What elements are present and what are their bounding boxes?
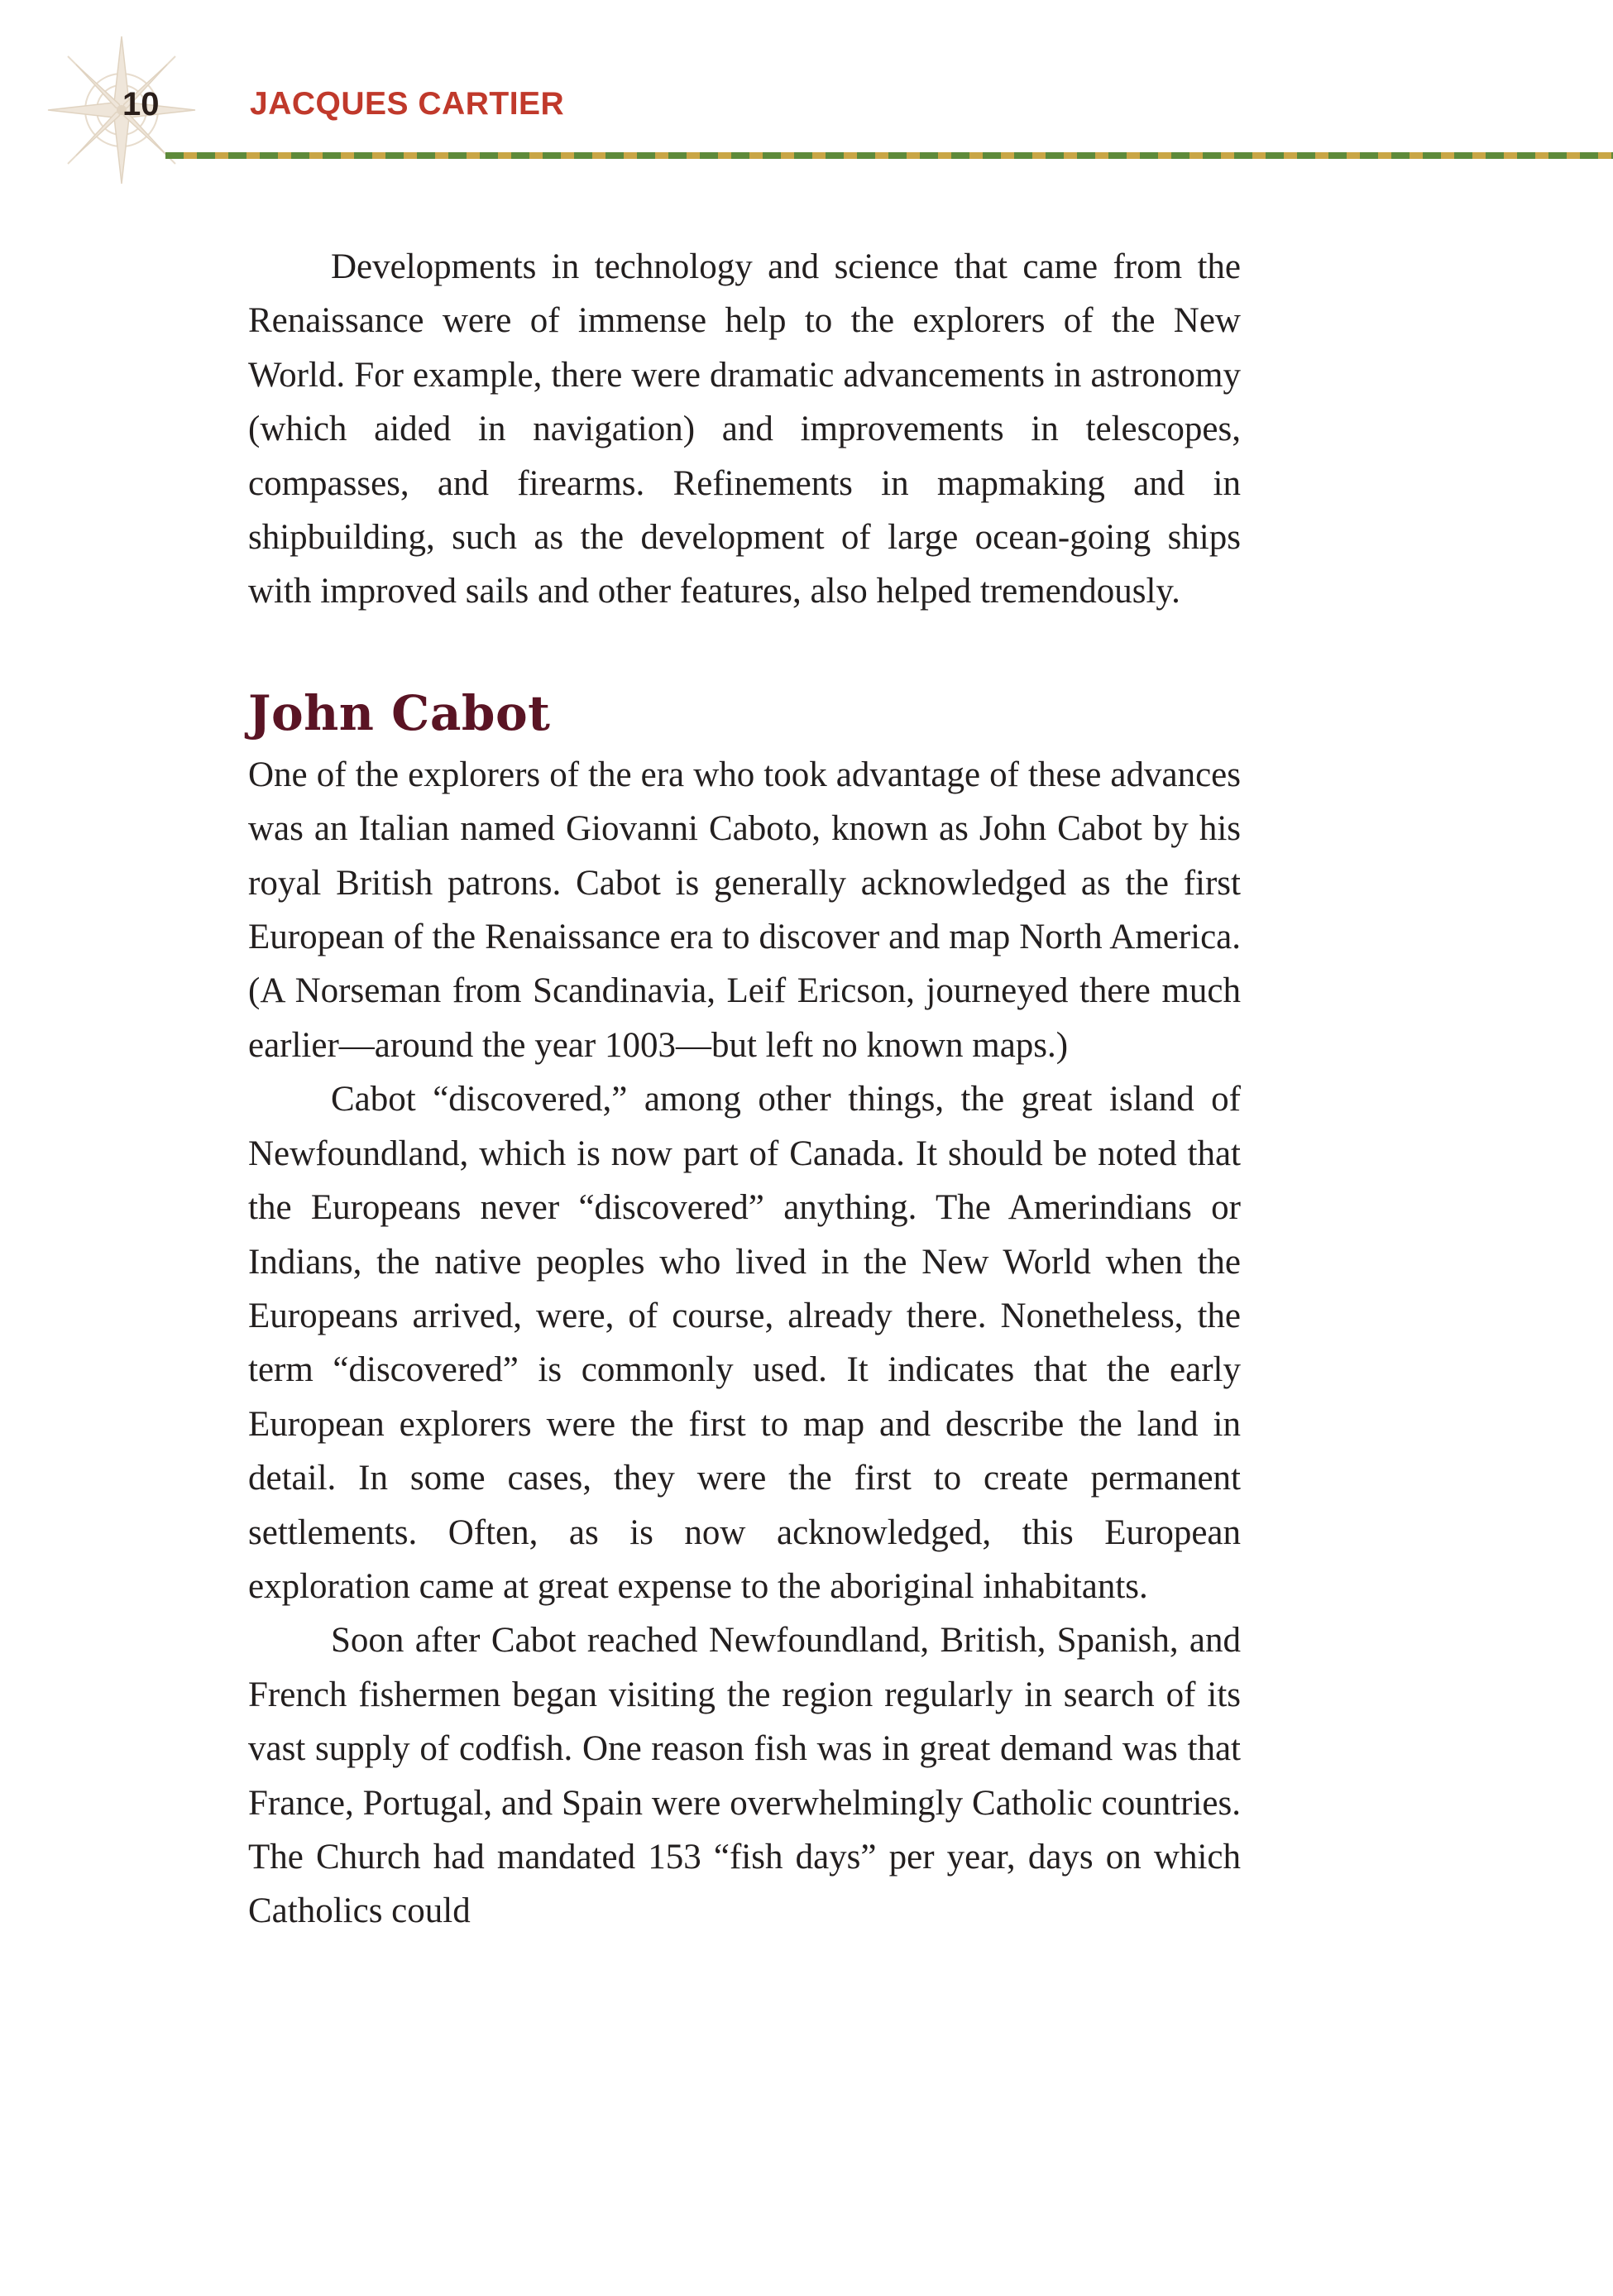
paragraph-fishermen: Soon after Cabot reached Newfoundland, British, Spanish, and French fishermen began visiting the region regularly in search of its vast supply of codfish. One reason fish was in great demand was that France, Portugal, and Spain were overwhelmingly Catholic countries. The Church had mandated 153 “fish days” per year, days on which Catholics could <box>248 1621 1241 1931</box>
body-text <box>248 240 1241 1939</box>
page-number: 10 <box>122 86 160 122</box>
paragraph-cabot-intro: One of the explorers of the era who took advantage of these advances was an Italian named Giovanni Caboto, known as John Cabot by his royal British patrons. Cabot is generally acknowledged as the first European of the Renaissance era to discover and map North America. (A Norseman from Scandinavia, Leif Ericson, journeyed there much earlier—around the year 1003—but left no known maps.) <box>248 755 1241 1065</box>
header-rule <box>165 152 1613 159</box>
section-heading: John Cabot <box>248 684 551 741</box>
paragraph-discovered: Cabot “discovered,” among other things, the great island of Newfoundland, which is now part of Canada. It should be noted that the Europeans never “discovered” anything. The Amerindians or Indians, the native peoples who lived in the New World when the Europeans arrived, were, of course, already there. Nonetheless, the term “discovered” is commonly used. It indicates that the early European explorers were the first to map and describe the land in detail. In some cases, they were the first to create permanent settlements. Often, as is now acknowledged, this European exploration came at great expense to the aboriginal inhabitants. <box>248 1080 1241 1606</box>
compass-rose-icon <box>43 31 200 189</box>
paragraph-technology: Developments in technology and science that came from the Renaissance were of immense help to the explorers of the New World. For example, there were dramatic advancements in astronomy (which aided in navigation) and improvements in telescopes, compasses, and firearms. Refinements in mapmaking and in shipbuilding, such as the development of large ocean-going ships with improved sails and other features, also helped tremendously. <box>248 247 1241 611</box>
page-header <box>0 0 1613 199</box>
running-head: JACQUES CARTIER <box>250 86 565 122</box>
